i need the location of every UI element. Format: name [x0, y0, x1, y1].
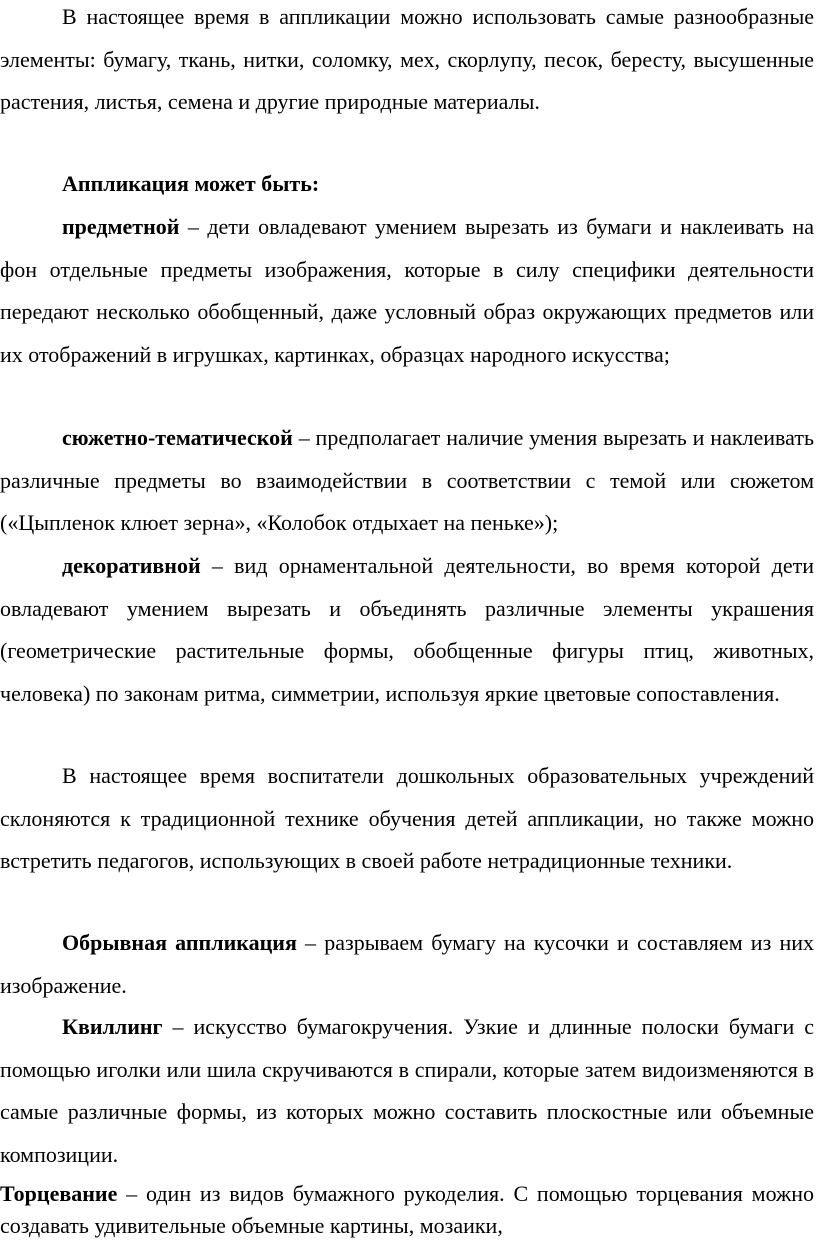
heading-text: Аппликация может быть: — [62, 171, 320, 196]
term-plot-thematic: сюжетно-тематической — [62, 425, 293, 450]
term-trimming: Торцевание — [0, 1181, 118, 1206]
paragraph-trimming — [0, 1178, 814, 1242]
paragraph-decorative — [0, 545, 814, 715]
paragraph-text: В настоящее время в аппликации можно использовать самые разнообразные элементы: бумагу, ткань, нитки, соломку, мех, скорлупу, песок, бересту, высушенные растения, листья, семена и другие природные материалы. — [0, 4, 814, 114]
term-torn-applique: Обрывная аппликация — [62, 930, 297, 955]
paragraph-intro — [0, 0, 814, 124]
section-heading — [0, 163, 814, 206]
paragraph-text: – вид орнаментальной деятельности, во время которой дети овладевают умением вырезать и объединять различные элементы украшения (геометрические растительные формы, обобщенные фигуры птиц, животных, человека) по законам ритма, симметрии, используя яркие цветовые сопоставления. — [0, 553, 814, 706]
paragraph-text: В настоящее время воспитатели дошкольных образовательных учреждений склоняются к традиционной технике обучения детей аппликации, но также можно встретить педагогов, использующих в своей работе нетрадиционные техники. — [0, 763, 814, 873]
paragraph-subject — [0, 206, 814, 376]
term-quilling: Квиллинг — [62, 1014, 163, 1039]
term-decorative: декоративной — [62, 553, 201, 578]
term-subject: предметной — [62, 214, 180, 239]
paragraph-plot-thematic — [0, 417, 814, 545]
paragraph-text: – искусство бумагокручения. Узкие и длинные полоски бумаги с помощью иголки или шила скручиваются в спирали, которые затем видоизменяются в самые различные формы, из которых можно составить плоскостные или объемные композиции. — [0, 1014, 814, 1167]
paragraph-quilling — [0, 1006, 814, 1176]
paragraph-text: – разрываем бумагу на кусочки и составляем из них изображение. — [0, 930, 814, 998]
paragraph-text: – дети овладевают умением вырезать из бумаги и наклеивать на фон отдельные предметы изображения, которые в силу специфики деятельности передают несколько обобщенный, даже условный образ окружающих предметов или их отображений в игрушках, картинках, образцах народного искусства; — [0, 214, 814, 367]
paragraph-text: – предполагает наличие умения вырезать и наклеивать различные предметы во взаимодействии в соответствии с темой или сюжетом («Цыпленок клюет зерна», «Колобок отдыхает на пеньке»); — [0, 425, 814, 535]
paragraph-text: – один из видов бумажного рукоделия. С помощью торцевания можно создавать удивительные объемные картины, мозаики, — [0, 1181, 814, 1238]
paragraph-torn-applique — [0, 922, 814, 1007]
paragraph-techniques — [0, 755, 814, 883]
